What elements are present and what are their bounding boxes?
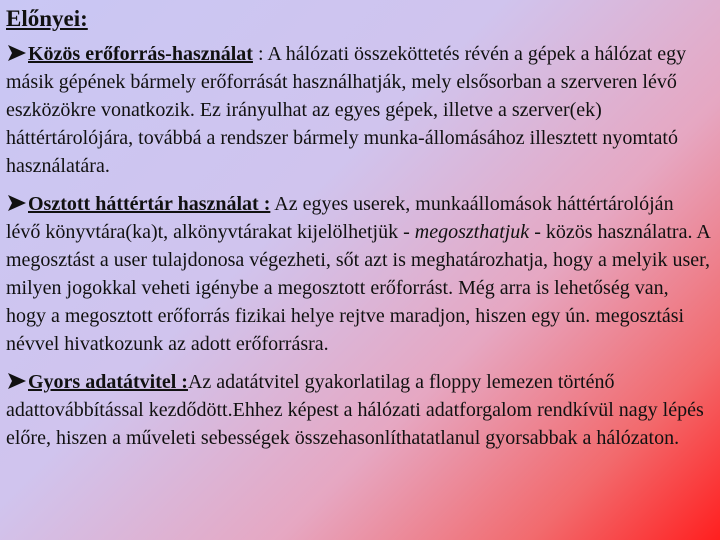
arrowhead-bullet-icon — [6, 371, 28, 391]
bullet-lead: Osztott háttértár használat : — [28, 193, 271, 215]
arrowhead-bullet-icon — [6, 193, 28, 213]
bullet-item-shared-resources — [6, 40, 712, 180]
bullet-text: : A hálózati összeköttetés révén a gépek a hálózat egy másik gépének bármely erőforrását használhatják, mely elsősorban a szerveren lévő eszközökre vonatkozik. Ez irányulhat az egyes gépek, illetve a szerver(ek) háttértárolójára, továbbá a rendszer bármely munka-állomásához illesztett nyomtató használatára. — [6, 43, 687, 177]
bullet-text: Az egyes userek, munkaállomások háttértárolóján lévő könyvtára(ka)t, alkönyvtárakat kijelölhetjük - — [6, 193, 674, 243]
arrowhead-bullet-icon — [6, 43, 28, 63]
slide — [6, 4, 712, 462]
bullet-lead: Gyors adatátvitel : — [28, 371, 188, 393]
bullet-lead: Közös erőforrás-használat — [28, 43, 253, 65]
bullet-text: Az adatátvitel gyakorlatilag a floppy lemezen történő adattovábbítással kezdődött.Ehhez képest a hálózati adatforgalom rendkívül nagy lépés előre, hiszen a műveleti sebességek összehasonlíthatatlanul gyorsabbak a hálózaton. — [6, 371, 704, 449]
bullet-item-shared-storage — [6, 190, 712, 358]
bullet-item-fast-transfer — [6, 368, 712, 452]
bullet-emphasis: megoszthatjuk — [414, 221, 530, 243]
bullet-text: - közös használatra. A megosztást a user tulajdonosa végezheti, sőt azt is meghatározhatja, hogy a melyik user, milyen jogokkal veheti igénybe a megosztott erőforrást. Még arra is lehetőség van, hogy a megosztott erőforrás fizikai helye rejtve maradjon, hiszen egy ún. megosztási névvel hivatkozunk az adott erőforrásra. — [6, 221, 710, 355]
slide-title: Előnyei: — [6, 6, 88, 31]
